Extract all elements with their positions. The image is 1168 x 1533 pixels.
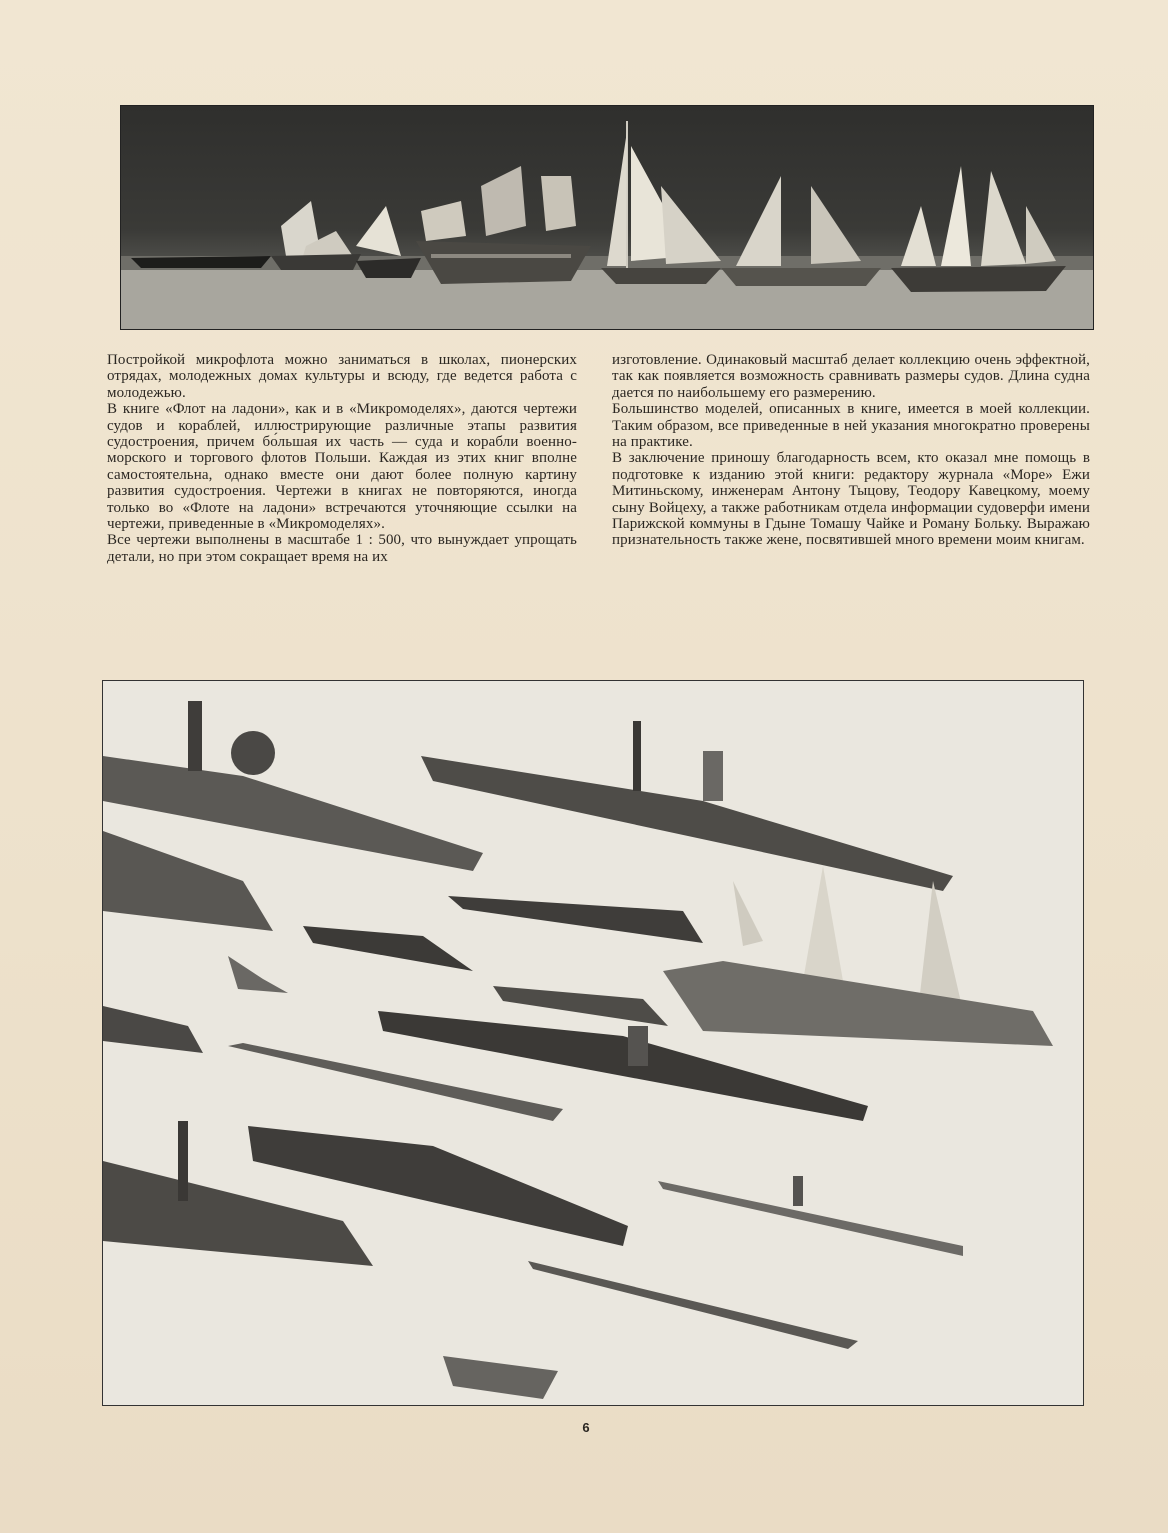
text-column-left — [107, 352, 577, 565]
naval-ship-models-photo — [102, 680, 1084, 1406]
paragraph: В книге «Флот на ладони», как и в «Микромоделях», даются чертежи судов и кораблей, иллюстрирующие различные этапы развития судостроения, причем бо́льшая их часть — суда и корабли военно-морского и торгового флотов Польши. Каждая из этих книг вполне самостоятельна, однако вместе они дают более полную картину развития судостроения. Чертежи в книгах не повторяются, иногда только во «Флоте на ладони» встречаются уточняющие ссылки на чертежи, приведенные в «Микромоделях». — [107, 401, 577, 533]
paragraph: Постройкой микрофлота можно заниматься в школах, пионерских отрядах, молодежных домах культуры и всюду, где ведется работа с молодежью. — [107, 352, 577, 401]
paragraph: В заключение приношу благодарность всем, кто оказал мне помощь в подготовке к изданию этой книги: редактору журнала «Море» Ежи Митиньскому, инженерам Антону Тыцову, Теодору Кавецкому, моему сыну Войцеху, а также работникам отдела информации судоверфи имени Парижской коммуны в Гдыне Томашу Чайке и Роману Больку. Выражаю признательность также жене, посвятившей много времени моим книгам. — [612, 450, 1090, 549]
paragraph: Все чертежи выполнены в масштабе 1 : 500, что вынуждает упрощать детали, но при этом сокращает время на их — [107, 532, 577, 565]
paragraph: изготовление. Одинаковый масштаб делает коллекцию очень эффектной, так как появляется возможность сравнивать размеры судов. Длина судна дается по наибольшему его размерению. — [612, 352, 1090, 401]
paragraph: Большинство моделей, описанных в книге, имеется в моей коллекции. Таким образом, все приведенные в ней указания многократно проверены на практике. — [612, 401, 1090, 451]
page-number: 6 — [582, 1420, 590, 1435]
text-column-right — [612, 352, 1090, 549]
sailing-ship-models-photo — [120, 105, 1094, 330]
